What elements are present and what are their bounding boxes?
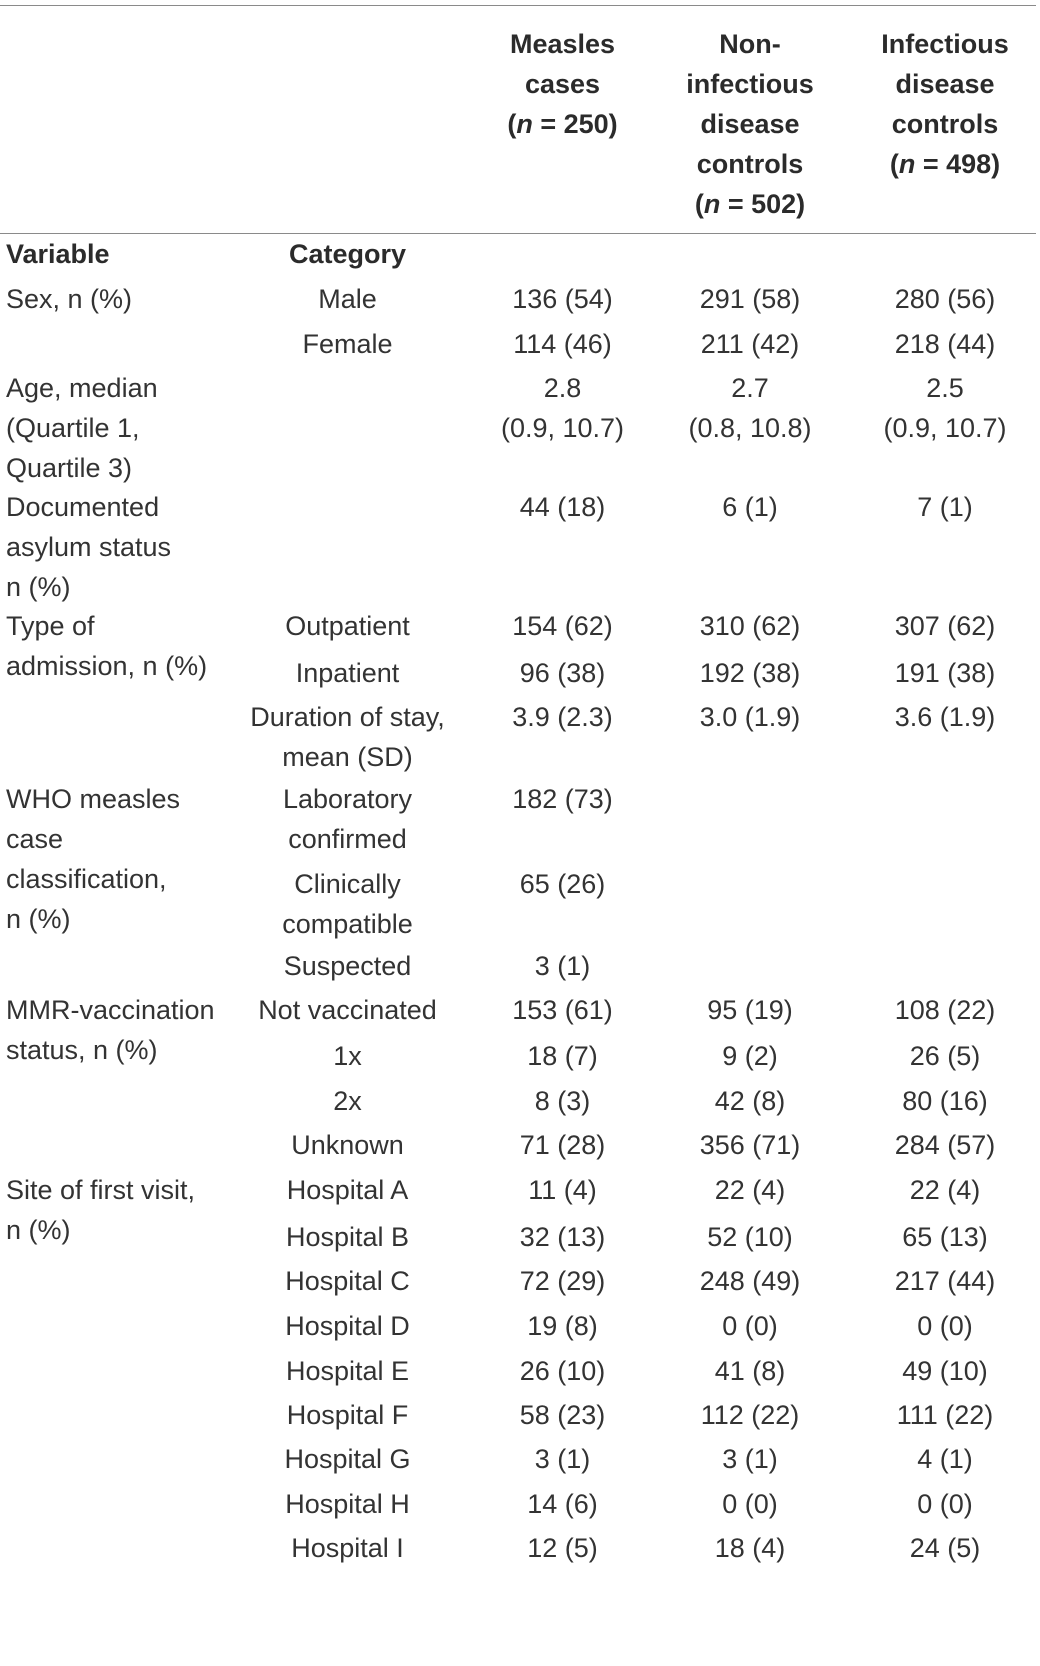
cell-value: 3.9 (2.3)	[512, 702, 613, 732]
cell-value: 284 (57)	[894, 1130, 996, 1160]
cell-value: 2.5 (0.9, 10.7)	[883, 373, 1007, 443]
cat-hospital-h: Hospital H	[285, 1489, 410, 1519]
cell-value: 65 (13)	[902, 1222, 988, 1252]
cell-value: 307 (62)	[894, 611, 996, 641]
header-line: Infectious	[881, 29, 1009, 59]
cell-value: 111 (22)	[896, 1400, 994, 1430]
header-line: Non-	[719, 29, 781, 59]
cell-value: 52 (10)	[707, 1222, 793, 1252]
header-measles-cases	[475, 24, 650, 144]
cat-lab-confirmed: Laboratory confirmed	[282, 784, 413, 854]
var-site-first-visit: Site of first visit, n (%)	[6, 1175, 196, 1245]
cell-value: 182 (73)	[512, 784, 613, 814]
header-line: Measles	[509, 29, 616, 59]
cell-value: 3 (1)	[534, 1444, 591, 1474]
cell-value: 49 (10)	[902, 1356, 988, 1386]
cell-value: 41 (8)	[714, 1356, 786, 1386]
cell-value: 0 (0)	[917, 1311, 973, 1341]
cell-value: 2.8 (0.9, 10.7)	[500, 373, 625, 443]
cell-value: 8 (3)	[534, 1086, 591, 1116]
cell-value: 32 (13)	[519, 1222, 606, 1252]
cat-hospital-c: Hospital C	[285, 1266, 410, 1296]
cell-value: 310 (62)	[699, 611, 801, 641]
cell-value: 11 (4)	[528, 1175, 597, 1205]
cell-value: 18 (7)	[527, 1041, 598, 1071]
cell-value: 58 (23)	[519, 1400, 606, 1430]
cell-value: 80 (16)	[902, 1086, 988, 1116]
cell-value: 14 (6)	[527, 1489, 598, 1519]
var-age: Age, median (Quartile 1, Quartile 3)	[6, 373, 158, 483]
header-line: cases	[524, 69, 601, 99]
cell-value: 26 (5)	[909, 1041, 981, 1071]
cell-value: 12 (5)	[527, 1533, 598, 1563]
cat-not-vaccinated: Not vaccinated	[258, 995, 437, 1025]
header-line: disease	[895, 69, 995, 99]
cell-value: 6 (1)	[722, 492, 778, 522]
cat-clinically-compatible: Clinically compatible	[282, 869, 413, 939]
cat-unknown: Unknown	[291, 1130, 404, 1160]
cell-value: 191 (38)	[894, 658, 996, 688]
header-n: (n = 502)	[694, 189, 806, 219]
cell-value: 9 (2)	[722, 1041, 778, 1071]
cell-value: 7 (1)	[917, 492, 973, 522]
cell-value: 112 (22)	[700, 1400, 800, 1430]
header-line: disease	[700, 109, 800, 139]
var-mmr-vaccination: MMR-vaccination status, n (%)	[6, 995, 215, 1065]
cat-female: Female	[302, 329, 393, 359]
cell-value: 44 (18)	[519, 492, 606, 522]
cell-value: 3 (1)	[722, 1444, 778, 1474]
cat-1x: 1x	[333, 1041, 362, 1071]
cell-value: 71 (28)	[519, 1130, 606, 1160]
cat-hospital-i: Hospital I	[291, 1533, 404, 1563]
cat-2x: 2x	[333, 1086, 362, 1116]
cell-value: 19 (8)	[527, 1311, 598, 1341]
cell-value: 72 (29)	[519, 1266, 606, 1296]
cat-male: Male	[318, 284, 377, 314]
cell-value: 192 (38)	[699, 658, 801, 688]
cell-value: 18 (4)	[714, 1533, 786, 1563]
header-non-infectious-controls	[660, 24, 840, 224]
cell-value: 211 (42)	[700, 329, 800, 359]
cell-value: 96 (38)	[519, 658, 606, 688]
cat-hospital-g: Hospital G	[284, 1444, 411, 1474]
cell-value: 3.6 (1.9)	[894, 702, 996, 732]
cat-hospital-a: Hospital A	[286, 1175, 409, 1205]
cell-value: 3.0 (1.9)	[699, 702, 801, 732]
cat-hospital-f: Hospital F	[286, 1400, 409, 1430]
cat-outpatient: Outpatient	[285, 611, 410, 641]
cat-hospital-b: Hospital B	[285, 1222, 410, 1252]
header-line: controls	[696, 149, 804, 179]
var-admission: Type of admission, n (%)	[6, 611, 208, 681]
cell-value: 291 (58)	[699, 284, 801, 314]
cat-hospital-e: Hospital E	[285, 1356, 410, 1386]
var-who-classification: WHO measles case classification, n (%)	[6, 784, 181, 934]
header-line: infectious	[686, 69, 814, 99]
cell-value: 3 (1)	[534, 951, 591, 981]
cell-value: 22 (4)	[909, 1175, 981, 1205]
var-sex: Sex, n (%)	[6, 284, 133, 314]
var-asylum: Documented asylum status n (%)	[6, 492, 172, 602]
cell-value: 154 (62)	[512, 611, 613, 641]
cell-value: 136 (54)	[512, 284, 613, 314]
header-n: (n = 498)	[889, 149, 1001, 179]
cell-value: 42 (8)	[714, 1086, 786, 1116]
column-label-category: Category	[288, 239, 407, 269]
cell-value: 114 (46)	[513, 329, 612, 359]
cell-value: 108 (22)	[894, 995, 996, 1025]
cell-value: 95 (19)	[707, 995, 793, 1025]
cell-value: 0 (0)	[722, 1311, 778, 1341]
header-line: controls	[891, 109, 999, 139]
cell-value: 4 (1)	[917, 1444, 973, 1474]
cell-value: 65 (26)	[519, 869, 606, 899]
cell-value: 218 (44)	[894, 329, 996, 359]
cell-value: 153 (61)	[512, 995, 613, 1025]
cell-value: 217 (44)	[894, 1266, 996, 1296]
top-rule	[0, 5, 1036, 6]
cell-value: 0 (0)	[917, 1489, 973, 1519]
cell-value: 356 (71)	[699, 1130, 801, 1160]
cat-hospital-d: Hospital D	[285, 1311, 410, 1341]
cell-value: 22 (4)	[714, 1175, 786, 1205]
header-infectious-controls	[855, 24, 1035, 184]
cat-suspected: Suspected	[283, 951, 412, 981]
cell-value: 280 (56)	[894, 284, 996, 314]
cell-value: 0 (0)	[722, 1489, 778, 1519]
cat-duration: Duration of stay, mean (SD)	[250, 702, 445, 772]
cell-value: 26 (10)	[519, 1356, 606, 1386]
cell-value: 248 (49)	[699, 1266, 801, 1296]
header-n: (n = 250)	[507, 109, 618, 139]
cell-value: 24 (5)	[909, 1533, 981, 1563]
column-label-variable: Variable	[6, 239, 110, 269]
cell-value: 2.7 (0.8, 10.8)	[688, 373, 812, 443]
cat-inpatient: Inpatient	[295, 658, 400, 688]
